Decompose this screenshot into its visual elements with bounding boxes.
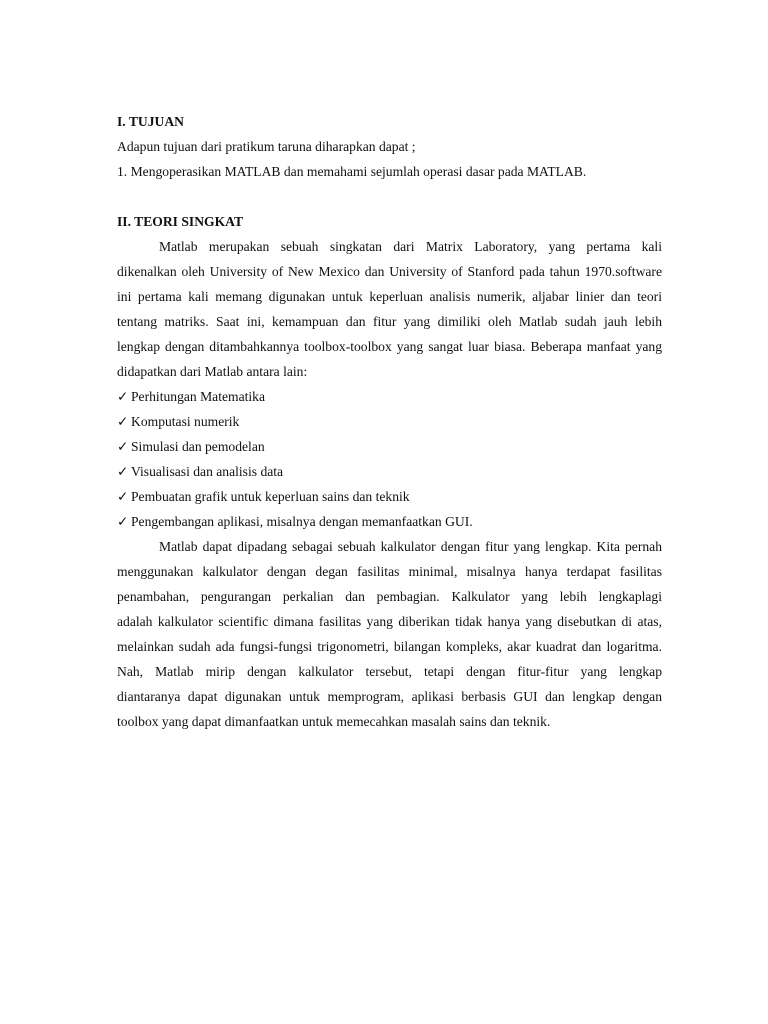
list-item-label: Pengembangan aplikasi, misalnya dengan memanfaatkan GUI. [131,514,473,529]
paragraph-line: adalah kalkulator scientific dimana fasilitas yang diberikan tidak hanya yang disebutkan di atas, [117,614,662,629]
section-1-intro: Adapun tujuan dari pratikum taruna diharapkan dapat ; [117,139,416,154]
list-item [117,509,662,534]
document-page [117,109,662,734]
paragraph-line: dikenalkan oleh University of New Mexico dan University of Stanford pada tahun 1970.software [117,264,662,279]
paragraph-line: diantaranya dapat digunakan untuk memprogram, aplikasi berbasis GUI dan lengkap dengan [117,689,662,704]
checkmark-icon: ✓ [117,389,129,404]
paragraph-line: Matlab dapat dipadang sebagai sebuah kalkulator dengan fitur yang lengkap. Kita pernah [159,539,662,554]
list-item [117,434,662,459]
paragraph-line: penambahan, pengurangan perkalian dan pembagian. Kalkulator yang lebih lengkaplagi [117,589,662,604]
section-1-item-1: 1. Mengoperasikan MATLAB dan memahami sejumlah operasi dasar pada MATLAB. [117,164,587,179]
section-spacer [117,184,662,209]
list-item [117,384,662,409]
list-item-label: Visualisasi dan analisis data [131,464,284,479]
list-item-label: Pembuatan grafik untuk keperluan sains dan teknik [131,489,410,504]
list-item [117,459,662,484]
paragraph-line: ini pertama kali memang digunakan untuk keperluan analisis numerik, aljabar linier dan teori [117,289,662,304]
paragraph-line: Nah, Matlab mirip dengan kalkulator tersebut, tetapi dengan fitur-fitur yang lengkap [117,664,662,679]
paragraph-1 [117,234,662,384]
list-item-label: Komputasi numerik [131,414,240,429]
section-2-heading: II. TEORI SINGKAT [117,214,244,229]
list-item-label: Perhitungan Matematika [131,389,266,404]
paragraph-2 [117,534,662,734]
paragraph-line: menggunakan kalkulator dengan degan fasilitas minimal, misalnya hanya terdapat fasilitas [117,564,662,579]
paragraph-line: tentang matriks. Saat ini, kemampuan dan fitur yang dimiliki oleh Matlab sudah jauh lebih [117,314,662,329]
paragraph-line: Matlab merupakan sebuah singkatan dari Matrix Laboratory, yang pertama kali [159,239,662,254]
checkmark-icon: ✓ [117,414,129,429]
checkmark-icon: ✓ [117,489,129,504]
paragraph-line: melainkan sudah ada fungsi-fungsi trigonometri, bilangan kompleks, akar kuadrat dan logaritma. [117,639,662,654]
list-item [117,484,662,509]
paragraph-line: didapatkan dari Matlab antara lain: [117,364,308,379]
list-item-label: Simulasi dan pemodelan [131,439,265,454]
section-1-heading: I. TUJUAN [117,114,184,129]
checkmark-icon: ✓ [117,439,129,454]
paragraph-line: toolbox yang dapat dimanfaatkan untuk memecahkan masalah sains dan teknik. [117,714,551,729]
list-item [117,409,662,434]
checkmark-icon: ✓ [117,514,129,529]
paragraph-line: lengkap dengan ditambahkannya toolbox-toolbox yang sangat luar biasa. Beberapa manfaat yang [117,339,662,354]
checkmark-icon: ✓ [117,464,129,479]
benefit-list [117,384,662,534]
